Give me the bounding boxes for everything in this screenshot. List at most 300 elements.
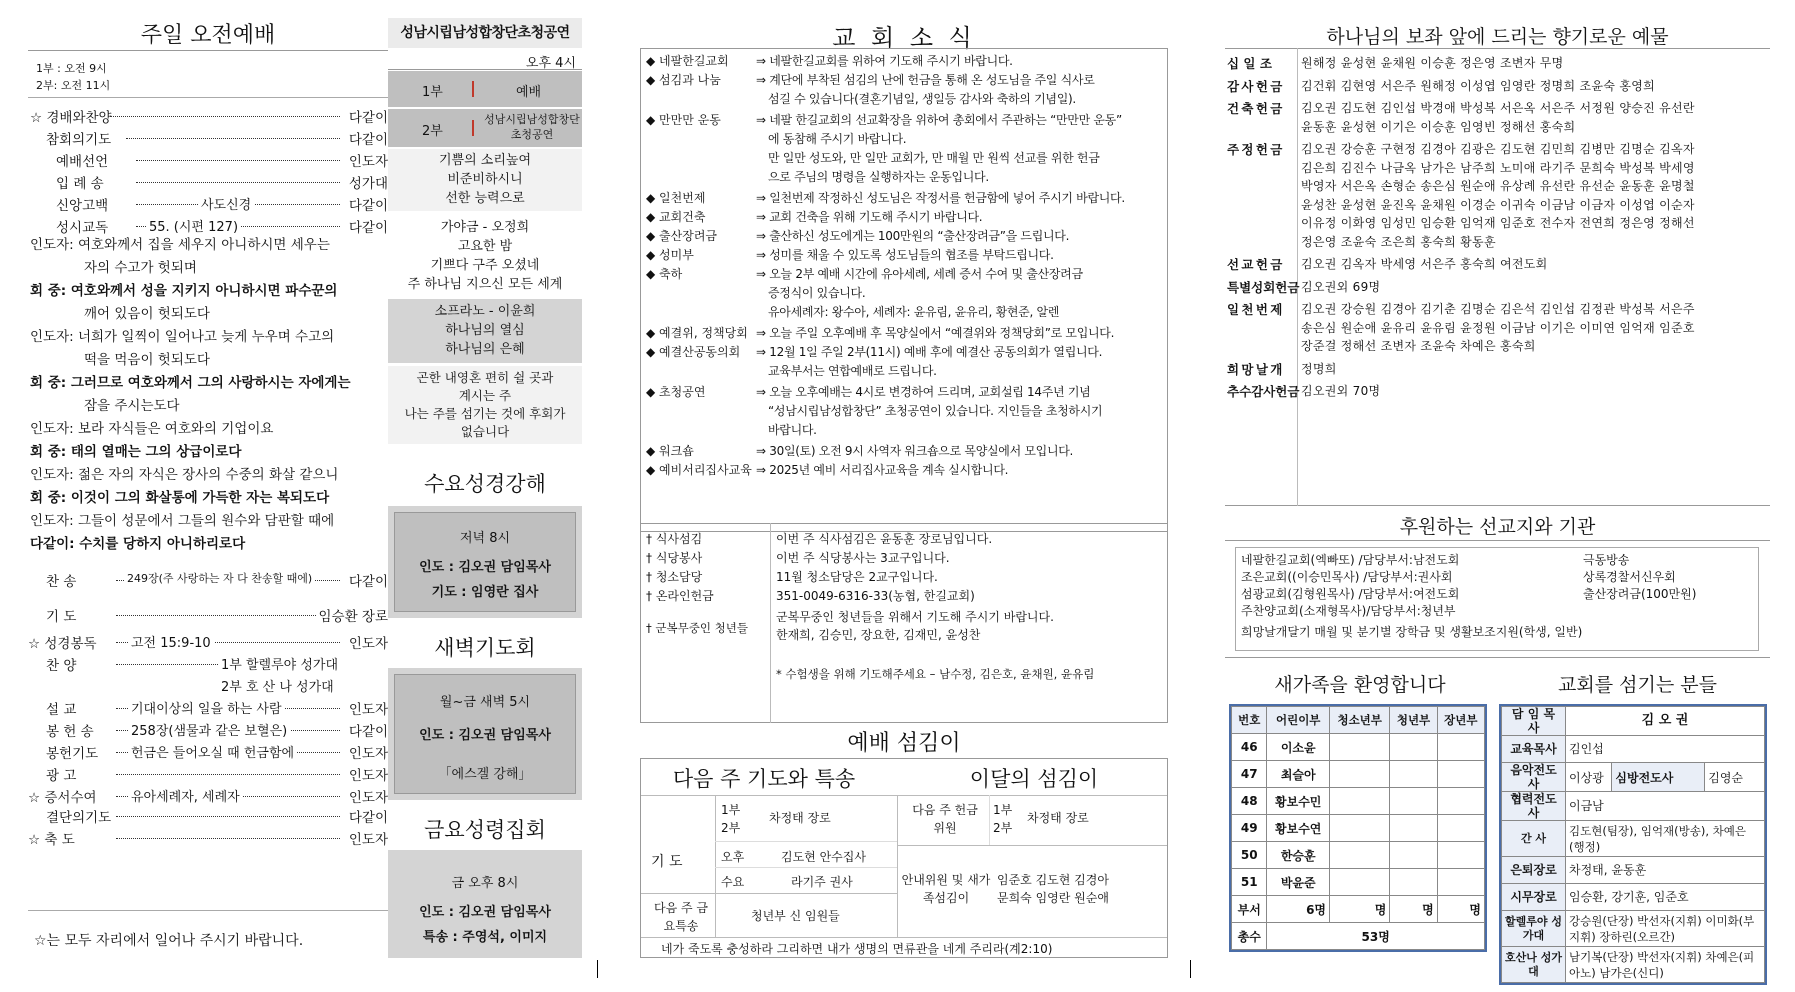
news-text: 증정식이 있습니다. [768,286,866,300]
offering-names: 박영자 서은옥 손형순 송은심 원순애 유상례 유선란 유선순 윤동훈 윤명철 [1301,179,1695,193]
staff-role: 담 임 목 사 [1502,707,1566,736]
dept-cell: 6명 [1267,896,1330,923]
order-label: 예배선언 [56,154,109,170]
newfamily-table-wrap [1229,704,1487,952]
standing-note: ☆는 모두 자리에서 일어나 주시기 바랍니다. [34,933,304,949]
fold-mark [597,960,598,978]
order-row [28,828,388,850]
order-row [28,676,388,698]
staff-name: 임승환, 강기훈, 임준호 [1566,884,1765,911]
staff-row [1502,947,1765,983]
row-name: 한승훈 [1267,842,1330,869]
mission-item: 주찬양교회(소재형목사)/담당부서:청년부 [1241,604,1456,618]
staff-row [1502,884,1765,911]
table-row [1232,761,1485,788]
info-key: † 식사섬김 [646,532,703,546]
row-name: 최슬아 [1267,761,1330,788]
order-label: 봉 헌 송 [46,724,94,740]
news-text: ⇒ 계단에 부착된 섬김의 난에 헌금을 통해 온 성도님을 주일 식사로 [756,73,1095,87]
next-week-title: 다음 주 기도와 특송 [672,767,856,791]
guide-label: 안내위원 및 새가족섬김이 [901,873,991,905]
offering-col-line [1297,48,1298,506]
concert-time-line [388,69,582,70]
leader-dots [136,160,340,161]
order-row [28,806,388,828]
mission-scholarship: 희망날개달기 매월 및 분기별 장학금 및 생활보조지원(학생, 일반) [1241,625,1583,639]
order-label: 광 고 [46,768,77,784]
empty-cell [1390,788,1437,815]
info-box [640,523,1168,723]
offer-name: 차정태 장로 [1027,811,1089,825]
total-row [1232,923,1485,950]
friday-time: 금 오후 8시 [451,876,519,891]
offering-category: 선 교 헌 금 [1227,257,1282,272]
friday-special-label: 다음 주 금요특송 [654,901,708,933]
friday-special-name: 청년부 신 임원들 [751,909,840,923]
news-key: ◆ 만만만 운동 [646,113,721,127]
staff-name: 김 오 권 [1566,707,1765,736]
table-row [1232,788,1485,815]
order-leader: 다같이 [347,106,388,126]
news-key: ◆ 성미부 [646,248,694,262]
offering-names: 김오권 강승원 김경아 김기춘 김명순 김은석 김인섭 김정관 박성복 서은주 [1301,302,1695,316]
wednesday-prayer: 기도 : 임영란 집사 [431,585,539,600]
verse-line [641,937,1167,938]
order-leader: 다같이 [347,806,388,826]
empty-cell [1390,869,1437,896]
part1-number: 1부 [422,85,443,100]
news-key: ◆ 축하 [646,267,683,281]
part2-box [388,109,582,147]
staff-name: 이금남 [1566,792,1765,821]
staff-role: 시무장로 [1502,884,1566,911]
leader-dots [116,838,340,839]
staff-row [1502,857,1765,884]
concert-title: 성남시립남성합창단초청공연 [400,25,570,41]
song: 없습니다 [460,424,510,439]
dawn-time: 월~금 새벽 5시 [439,695,531,710]
table-row [1232,734,1485,761]
empty-cell [1437,869,1484,896]
news-text: ⇒ 30일(토) 오전 9시 사역자 워크숍으로 목양실에서 모입니다. [756,444,1074,458]
row-number: 46 [1232,734,1267,761]
news-text: “성남시립남성합창단” 초청공연이 있습니다. 지인들을 초청하시기 [768,404,1103,418]
news-text: ⇒ 일천번제 작정하신 성도님은 작정서를 헌금함에 넣어 주시기 바랍니다. [756,191,1125,205]
order-leader: 성가대 [347,172,388,192]
part2-bar [472,120,474,136]
military-text: 군복무중인 청년들을 위해서 기도해 주시기 바랍니다. [776,610,1054,624]
order-row [28,150,388,172]
info-key: † 청소담당 [646,570,703,584]
news-text: ⇒ 오늘 오후예배는 4시로 변경하여 드리며, 교회설립 14주년 기념 [756,385,1091,399]
news-key: ◆ 섬김과 나눔 [646,73,721,87]
empty-cell [1330,815,1390,842]
responsive-line: 회 중: 그러므로 여호와께서 그의 사랑하시는 자에게는 [30,375,351,391]
responsive-line: 인도자: 보라 자식들은 여호와의 기업이요 [30,421,274,437]
news-text: 섬길 수 있습니다(결혼기념일, 생일등 감사와 축하의 기념일). [768,92,1076,106]
news-key: ◆ 워크숍 [646,444,694,458]
row-line [641,893,897,894]
empty-cell [1437,761,1484,788]
order-detail: 사도신경 [198,194,254,213]
song: 주 하나님 지으신 모든 세계 [407,277,563,292]
empty-cell [1390,815,1437,842]
total-value: 53명 [1267,923,1485,950]
news-text: 으로 주님의 명령을 실행하자는 운동입니다. [768,170,989,184]
responsive-line: 자의 수고가 헛되며 [84,260,197,276]
empty-cell [1390,761,1437,788]
side-panel [388,18,582,978]
prayer-name-2: 김도현 안수집사 [781,850,866,864]
staff-name: 김영순 [1705,763,1765,792]
offer-label: 다음 주 헌금위원 [912,803,978,835]
offering-names: 김오권 김도현 김인섭 박경애 박성복 서은옥 서은주 서정원 양승진 유선란 [1301,101,1695,115]
wednesday-leader: 인도 : 김오권 담임목사 [419,560,551,575]
empty-cell [1330,842,1390,869]
order-leader: 다같이 [347,720,388,740]
staff-row [1502,792,1765,821]
news-panel [640,18,1168,978]
friday-title: 금요성령집회 [424,818,546,842]
order-leader: 다같이 [347,128,388,148]
wednesday-inner [394,512,576,612]
table-row [1232,815,1485,842]
order-leader: 인도자 [347,742,388,762]
dept-row [1232,896,1485,923]
news-key: ◆ 일천번제 [646,191,706,205]
news-text: ⇒ 2025년 예비 서리집사교육을 계속 실시합니다. [756,463,1009,477]
military-key: † 군복무중인 청년들 [646,621,748,635]
song-group-4 [388,366,582,444]
order-label: 기 도 [46,609,77,625]
order-leader: 인도자 [347,828,388,848]
order-leader: 다같이 [347,216,388,236]
staff-name: 강승원(단장) 박선자(지휘) 이미화(부지휘) 장하린(오르간) [1566,911,1765,947]
news-text: ⇒ 네팔한길교회를 위하여 기도해 주시기 바랍니다. [756,54,1013,68]
staff-row [1502,736,1765,763]
page-title: 주일 오전예배 [140,23,276,48]
guide-names-1: 임준호 김도현 김경아 [997,873,1109,887]
info-key: † 온라인헌금 [646,589,714,603]
order-label: 봉헌기도 [46,746,99,762]
order-leader: 인도자 [347,150,388,170]
order-label: 성시교독 [56,220,109,236]
empty-cell [1330,734,1390,761]
order-detail: 55. (시편 127) [146,216,241,235]
info-text: 351-0049-6316-33(농협, 한길교회) [776,589,975,603]
staff-role: 은퇴장로 [1502,857,1566,884]
offering-names: 김오권 김옥자 박세영 서은주 홍숙희 여전도회 [1301,257,1548,271]
order-detail: 고전 15:9-10 [128,632,214,651]
dept-cell: 명 [1437,896,1484,923]
info-key-col-line [770,523,771,723]
staff-name: 남기복(단장) 박선자(지휘) 차예은(피아노) 남가은(신디) [1566,947,1765,983]
row-line [897,845,1167,846]
staff-name: 이상광 [1566,763,1612,792]
order-detail: 2부 호 산 나 성가대 [218,676,337,695]
exam-prayer: * 수험생을 위해 기도해주세요 – 남수정, 김은호, 윤채원, 윤유림 [776,667,1095,681]
news-text: ⇒ 오늘 2부 예배 시간에 유아세례, 세례 증서 수여 및 출산장려금 [756,267,1083,281]
order-detail: 헌금은 들어오실 때 헌금함에 [128,742,297,761]
news-key: ◆ 예결산공동의회 [646,345,741,359]
news-key: ◆ 교회건축 [646,210,706,224]
news-text: ⇒ 오늘 주일 오후예배 후 목양실에서 “예결위와 정책당회”로 모입니다. [756,326,1115,340]
song: 하나님의 은혜 [445,342,525,357]
news-text: ⇒ 성미를 채울 수 있도록 성도님들의 협조를 부탁드립니다. [756,248,1054,262]
offering-names: 정명희 [1301,361,1337,376]
order-row [28,654,388,676]
military-text: 한재희, 김승민, 장요한, 김재민, 윤성찬 [776,628,981,642]
offering-names: 윤동훈 윤성현 이기은 이승훈 임영빈 정해선 홍숙희 [1301,119,1576,134]
order-label: 찬 양 [46,658,77,674]
staff-row [1502,707,1765,736]
dawn-title: 새벽기도회 [434,636,536,660]
row-line [715,841,897,842]
responsive-line: 회 중: 태의 열매는 그의 상급이로다 [30,444,242,460]
news-key: ◆ 출산장려금 [646,229,718,243]
mission-item: 상록경찰서신우회 [1583,570,1676,584]
service-time-1: 1부 : 오전 9시 [36,62,107,75]
info-text: 이번 주 식당봉사는 3교구입니다. [776,551,950,565]
order-row [28,570,388,592]
empty-cell [1437,842,1484,869]
staff-title: 교회를 섬기는 분들 [1558,674,1717,696]
offering-names: 김오권외 70명 [1301,384,1381,398]
mission-item: 네팔한길교회(엑빠또) /담당부서:남전도회 [1241,553,1460,567]
leader-dots [110,116,340,117]
mission-item: 조은교회((이승민목사) /담당부서:권사회 [1241,570,1453,584]
staff-role: 호산나 성가대 [1502,947,1566,983]
wednesday-title: 수요성경강해 [424,472,546,496]
news-text: ⇒ 출산하신 성도에게는 100만원의 “출산장려금”을 드립니다. [756,229,1070,243]
offering-names: 김건휘 김현영 서은주 원해정 이성엽 임영란 정명희 조윤숙 홍영희 [1301,78,1656,93]
order-detail: 기대이상의 일을 하는 사람 [128,698,285,717]
order-label: ☆ 증서수여 [28,790,97,806]
concert-time: 오후 4시 [525,56,576,71]
news-key: ◆ 예비서리집사교육 [646,463,752,477]
offering-category: 일 천 번 제 [1227,302,1282,317]
row-number: 51 [1232,869,1267,896]
order-row [28,786,388,808]
serve-title: 예배 섬김이 [847,731,961,756]
order-detail: 258장(샘물과 같은 보혈은) [128,720,290,739]
friday-box [388,850,582,958]
row-name: 황보수민 [1267,788,1330,815]
dawn-box [388,668,582,800]
order-label: 찬 송 [46,574,77,590]
prayer-label: 기 도 [651,854,683,870]
footer-divider [28,910,388,911]
offering-names: 원해정 윤성현 윤채원 이승훈 정은영 조변자 무명 [1301,56,1564,70]
order-label: ☆ 성경봉독 [28,636,97,652]
offering-category: 십 일 조 [1227,56,1272,71]
empty-cell [1330,869,1390,896]
newfamily-table [1231,706,1485,950]
dept-cell: 부서 [1232,896,1267,923]
news-key: ◆ 예결위, 정책당회 [646,326,748,340]
news-key: ◆ 초청공연 [646,385,706,399]
staff-name: 김도현(팀장), 임억재(방송), 차예은(행정) [1566,821,1765,857]
column-header: 청소년부 [1330,707,1390,734]
offering-category: 감 사 헌 금 [1227,78,1282,94]
song: 선한 능력으로 [445,191,525,206]
serve-h-line [641,795,1167,796]
responsive-line: 인도자: 그들이 성문에서 그들의 원수와 담판할 때에 [30,513,335,529]
order-row [28,632,388,654]
prayer-slot-2: 오후 [721,850,745,864]
order-row [28,742,388,764]
order-label: 신앙고백 [56,198,109,214]
song-group-1 [388,149,582,211]
offering-names: 김오권 강승훈 구현정 김경아 김광은 김도현 김민희 김병만 김명순 김옥자 [1301,142,1695,156]
empty-cell [1437,734,1484,761]
concert-header [388,18,582,48]
column-header: 장년부 [1437,707,1484,734]
empty-cell [1390,842,1437,869]
order-detail: 1부 할렐루야 성가대 [218,654,341,673]
mission-item: 출산장려금(100만원) [1583,587,1697,601]
leader-dots [116,615,340,616]
offering-names: 이유정 이화영 임성민 임승환 임억재 임준호 전수자 전연희 정은영 정해선 [1301,216,1695,230]
dept-cell: 명 [1390,896,1437,923]
order-label: 입 례 송 [56,176,104,192]
time-divider [28,97,388,98]
info-key: † 식당봉사 [646,551,703,565]
offering-category: 주 정 헌 금 [1227,142,1282,157]
empty-cell [1330,761,1390,788]
worship-order-panel [28,0,388,960]
song: 기쁘다 구주 오셨네 [430,258,540,273]
staff-role: 간 사 [1502,821,1566,857]
column-header: 청년부 [1390,707,1437,734]
leader-dots [116,774,340,775]
offering-category: 추수감사헌금 [1227,384,1300,399]
song: 소프라노 - 이윤희 [434,304,536,319]
song: 비준비하시니 [447,172,523,187]
staff-table [1501,706,1765,983]
column-header: 번호 [1232,707,1267,734]
offer-slot: 1부 2부 [993,803,1013,835]
offering-category: 특별성회헌금 [1227,279,1300,295]
responsive-line: 인도자: 젊은 자의 자식은 장사의 수중의 화살 같으니 [30,467,339,483]
responsive-line: 떡을 먹음이 헛되도다 [84,352,210,368]
staff-row [1502,821,1765,857]
offering-names: 장준걸 정해선 조변자 조윤숙 차예은 홍숙희 [1301,339,1536,353]
order-leader: 인도자 [347,698,388,718]
wednesday-box [388,506,582,618]
friday-leader: 인도 : 김오권 담임목사 [419,905,551,920]
order-row [28,764,388,786]
dept-cell: 명 [1330,896,1390,923]
order-leader: 임승환 장로 [317,605,389,625]
order-label: 결단의기도 [46,810,112,826]
order-leader: 인도자 [347,632,388,652]
column-header: 어린이부 [1267,707,1330,734]
row-name: 황보수연 [1267,815,1330,842]
info-text: 11월 청소담당은 2교구입니다. [776,570,938,584]
friday-special: 특송 : 주영석, 이미지 [422,930,548,945]
staff-role: 교육목사 [1502,736,1566,763]
row-name: 이소윤 [1267,734,1330,761]
empty-cell [1437,788,1484,815]
order-leader: 다같이 [347,194,388,214]
row-number: 49 [1232,815,1267,842]
title-underline [28,50,388,51]
leader-dots [136,182,340,183]
news-key: ◆ 네팔한길교회 [646,54,729,68]
order-leader: 다같이 [347,570,388,590]
prayer-col-line [715,795,716,937]
responsive-line: 회 중: 이것이 그의 화살통에 가득한 자는 복되도다 [30,490,330,506]
total-label: 총수 [1232,923,1267,950]
staff-role: 협력전도사 [1502,792,1566,821]
song: 계시는 주 [458,388,512,403]
guide-names-2: 문희숙 임영란 원순애 [997,891,1109,905]
month-title: 이달의 섬김이 [969,767,1099,791]
order-row [28,605,388,627]
part2-number: 2부 [422,124,443,139]
order-row [28,698,388,720]
row-number: 47 [1232,761,1267,788]
song: 나는 주를 섬기는 것에 후회가 [404,406,566,421]
part2-label: 성남시립남성합창단 초청공연 [484,113,580,141]
dawn-inner [394,674,576,794]
offering-names: 윤성찬 윤성현 윤진옥 윤채원 이경순 이귀숙 이금남 이금자 이성엽 이순자 [1301,197,1695,212]
row-line [715,867,897,868]
staff-row [1502,763,1765,792]
offer-col-line [989,795,990,845]
song-group-2 [388,214,582,296]
prayer-slot-1: 1부 2부 [721,803,741,835]
row-name: 박윤준 [1267,869,1330,896]
staff-role: 할렐루야 성가대 [1502,911,1566,947]
table-row [1232,869,1485,896]
dawn-book: 「에스겔 강해」 [438,767,532,782]
order-leader: 인도자 [347,764,388,784]
order-leader: 인도자 [347,786,388,806]
order-row [28,106,388,128]
offering-names: 정은영 조윤숙 조은희 홍숙희 황동훈 [1301,234,1496,249]
order-detail: 249장(주 사랑하는 자 다 찬송할 때에) [124,570,315,586]
mission-item: 섬광교회(김형원목사) /담당부서:여전도회 [1241,587,1460,601]
responsive-line: 잠을 주시는도다 [84,398,180,414]
staff-name: 차정태, 윤동훈 [1566,857,1765,884]
order-detail: 유아세례자, 세례자 [128,786,243,805]
wednesday-time: 저녁 8시 [459,531,511,546]
news-text: 에 동참해 주시기 바랍니다. [768,132,907,146]
responsive-line: 인도자: 너희가 일찍이 일어나고 늦게 누우며 수고의 [30,329,335,345]
empty-cell [1390,734,1437,761]
part1-label: 예배 [516,85,542,100]
news-text: 유아세례자: 왕수아, 세례자: 윤유림, 윤유리, 황현준, 알렌 [768,305,1060,319]
row-number: 48 [1232,788,1267,815]
staff-name: 김인섭 [1566,736,1765,763]
empty-cell [1437,815,1484,842]
part1-bar [472,81,474,97]
order-label: ☆ 축 도 [28,832,75,848]
news-title: 교 회 소 식 [832,24,976,52]
leader-dots [116,816,340,817]
order-label: 참회의기도 [46,132,112,148]
leader-dots [126,138,340,139]
song-group-3 [388,299,582,363]
news-text: 만 일만 성도와, 만 일만 교회가, 만 매월 만 원씩 선교를 위한 헌금 [768,151,1100,165]
offering-names: 김오권외 69명 [1301,279,1381,294]
order-row [28,172,388,194]
song: 기쁨의 소리높여 [438,153,532,168]
staff-role: 심방전도사 [1612,763,1705,792]
offering-panel [1225,18,1770,978]
